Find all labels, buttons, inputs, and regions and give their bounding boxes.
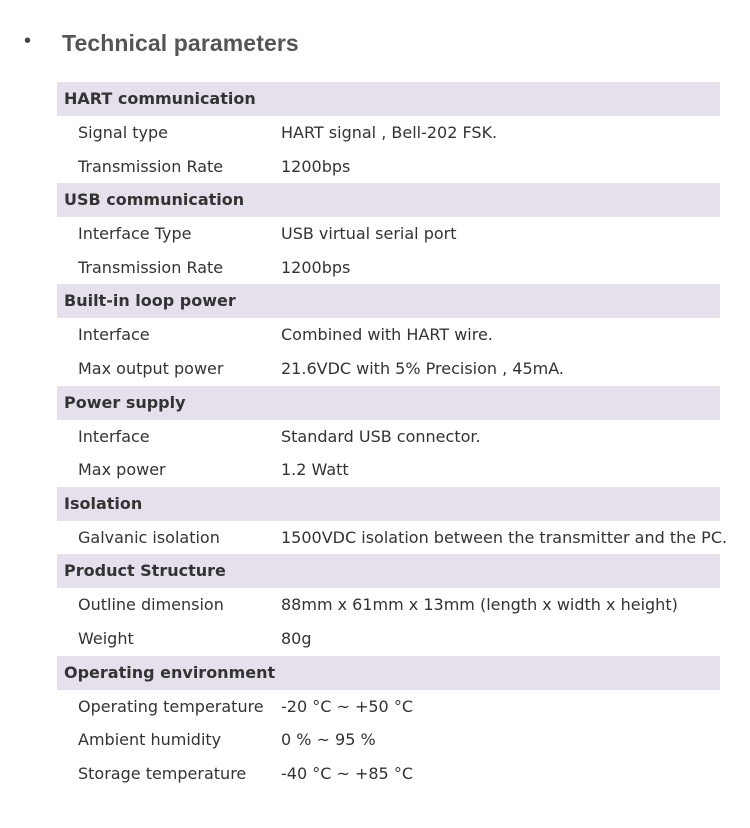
table-row	[57, 352, 720, 386]
section-header: Isolation	[57, 487, 720, 521]
row-label: Signal type	[78, 123, 168, 142]
row-label: Max output power	[78, 358, 224, 378]
table-row	[57, 150, 720, 184]
section-header: Built-in loop power	[57, 284, 720, 318]
table-row	[57, 622, 720, 656]
row-value: 1500VDC isolation between the transmitter and the PC.	[281, 527, 728, 547]
row-label: Storage temperature	[78, 763, 247, 783]
row-label: Weight	[78, 628, 134, 648]
table-row	[57, 217, 720, 251]
section-header: Product Structure	[57, 554, 720, 588]
section-product-structure	[57, 554, 720, 655]
row-label: Ambient humidity	[78, 730, 222, 750]
row-value: HART signal , Bell-202 FSK.	[281, 123, 498, 142]
row-label: Operating temperature	[78, 696, 264, 716]
section-isolation	[57, 487, 728, 555]
row-value: Combined with HART wire.	[281, 325, 493, 345]
table-row	[57, 690, 720, 724]
section-header: USB communication	[57, 183, 720, 217]
row-label: Transmission Rate	[78, 156, 224, 176]
section-power-supply	[57, 386, 720, 487]
section-header: HART communication	[57, 82, 720, 116]
row-value: 1.2 Watt	[281, 460, 349, 480]
row-value: 1200bps	[281, 257, 351, 277]
row-value: USB virtual serial port	[281, 224, 457, 244]
row-value: Standard USB connector.	[281, 426, 481, 446]
section-hart-communication	[57, 82, 720, 183]
table-row	[57, 420, 720, 454]
row-label: Interface	[78, 325, 150, 345]
row-value: -20 °C ~ +50 °C	[281, 696, 413, 716]
row-label: Interface	[78, 426, 150, 446]
table-row	[57, 757, 720, 791]
table-row	[57, 251, 720, 285]
table-row	[57, 723, 720, 757]
section-operating-environment	[57, 656, 720, 791]
table-row	[57, 453, 720, 487]
row-value: -40 °C ~ +85 °C	[281, 763, 413, 783]
table-row	[57, 588, 720, 622]
table-row	[57, 116, 720, 150]
row-label: Transmission Rate	[78, 257, 224, 277]
row-value: 0 % ~ 95 %	[281, 730, 376, 750]
table-row	[57, 521, 728, 555]
bullet-icon: •	[24, 30, 32, 52]
section-header: Operating environment	[57, 656, 720, 690]
parameters-table	[57, 82, 728, 790]
row-value: 1200bps	[281, 156, 351, 176]
heading-row	[0, 26, 750, 66]
table-row	[57, 318, 720, 352]
row-label: Galvanic isolation	[78, 527, 220, 547]
row-label: Interface Type	[78, 224, 192, 244]
row-label: Outline dimension	[78, 595, 224, 615]
row-label: Max power	[78, 460, 166, 480]
page-title: Technical parameters	[62, 30, 299, 56]
row-value: 80g	[281, 628, 312, 648]
row-value: 21.6VDC with 5% Precision , 45mA.	[281, 358, 564, 378]
row-value: 88mm x 61mm x 13mm (length x width x height)	[281, 595, 678, 615]
section-header: Power supply	[57, 386, 720, 420]
section-built-in-loop-power	[57, 284, 720, 385]
section-usb-communication	[57, 183, 720, 284]
